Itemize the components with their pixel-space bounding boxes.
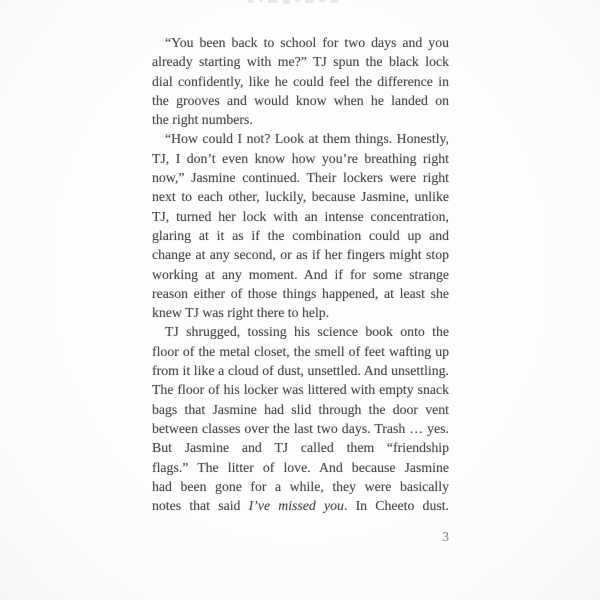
text-line: between classes over the last two days. Trash … yes.	[152, 420, 449, 436]
text-line: next to each other, luckily, because Jasmine, unlike	[152, 189, 449, 205]
text-line: “How could I not? Look at them things. Honestly,	[165, 131, 449, 147]
text-line: floor of the metal closet, the smell of feet wafting up	[152, 343, 449, 359]
text-line: TJ shrugged, tossing his science book onto the	[165, 324, 449, 340]
text-line: the right numbers.	[152, 112, 253, 128]
page-text	[152, 33, 449, 515]
page-number: 3	[442, 529, 449, 544]
text-line: But Jasmine and TJ called them “friendship	[152, 440, 449, 456]
text-line: TJ, turned her lock with an intense concentration,	[152, 208, 449, 224]
text-line: from it like a cloud of dust, unsettled. And unsettling.	[152, 363, 449, 379]
text-line: notes that said I’ve missed you. In Cheeto dust.	[152, 498, 449, 514]
text-line: now,” Jasmine continued. Their lockers were right	[152, 170, 449, 186]
text-line: change at any second, or as if her fingers might stop	[152, 247, 449, 263]
text-line: knew TJ was right there to help.	[152, 305, 330, 321]
cropped-heading-remnant	[248, 0, 340, 4]
text-line: already starting with me?” TJ spun the black lock	[152, 54, 449, 70]
text-line: glaring at it as if the combination could up and	[152, 227, 449, 243]
text-line: TJ, I don’t even know how you’re breathing right	[152, 150, 449, 166]
text-line: working at any moment. And if for some strange	[152, 266, 449, 282]
text-line: “You been back to school for two days and you	[165, 35, 449, 50]
text-line: dial confidently, like he could feel the difference in	[152, 73, 449, 89]
text-line: the grooves and would know when he landed on	[152, 92, 449, 108]
text-line: flags.” The litter of love. And because Jasmine	[152, 459, 449, 475]
text-line: had been gone for a while, they were basically	[152, 478, 449, 494]
text-line: The floor of his locker was littered with empty snack	[152, 382, 449, 398]
text-line: reason either of those things happened, at least she	[152, 285, 449, 301]
text-line: bags that Jasmine had slid through the door vent	[152, 401, 449, 417]
